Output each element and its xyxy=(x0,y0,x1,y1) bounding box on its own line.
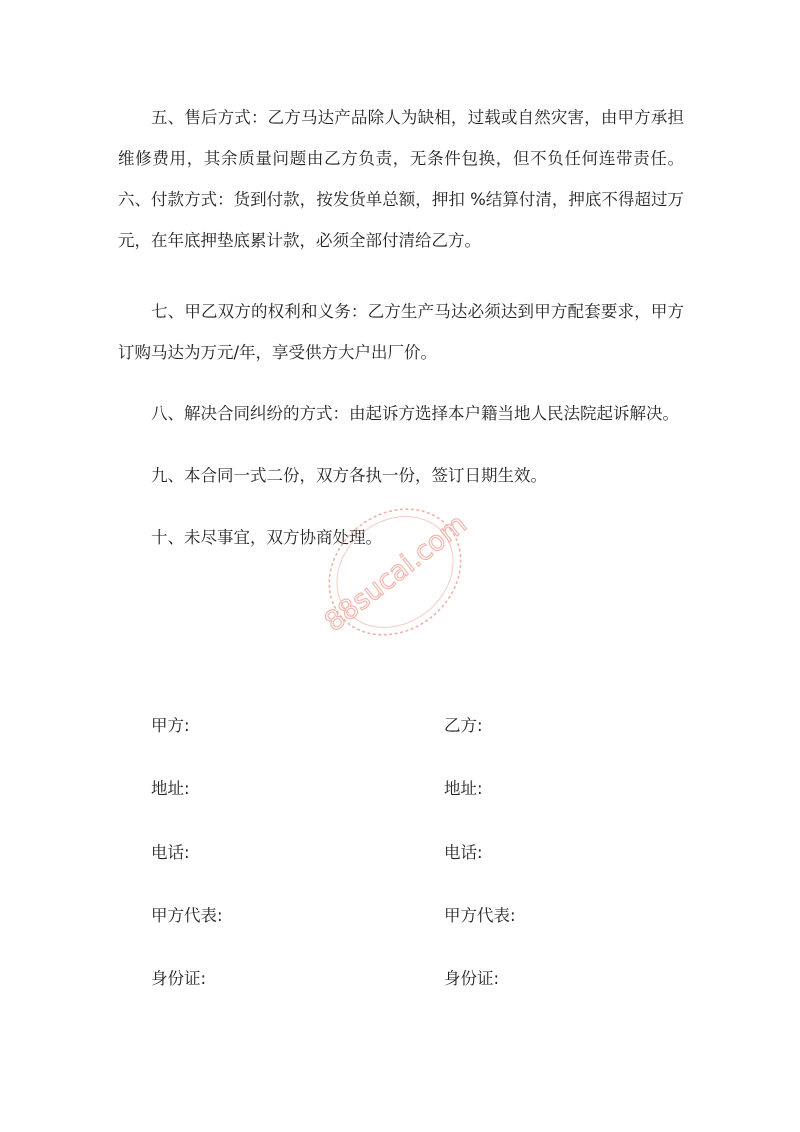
clause-copies: 九、本合同一式二份，双方各执一份，签订日期生效。 xyxy=(151,466,547,485)
party-a-id-card-label: 身份证: xyxy=(151,969,207,988)
party-a-label: 甲方: xyxy=(151,716,190,735)
party-a-representative-label: 甲方代表: xyxy=(151,906,223,925)
party-b-phone-label: 电话: xyxy=(444,843,483,862)
party-a-address-label: 地址: xyxy=(151,779,190,798)
clause-after-sales-and-payment: 五、售后方式：乙方马达产品除人为缺相，过载或自然灾害，由甲方承担维修费用，其余质量问题由乙方负责，无条件包换，但不负任何连带责任。六、付款方式：货到付款，按发货单总额，押扣 %结算付清，押底不得超过万元，在年底押垫底累计款，必须全部付清给乙方。 xyxy=(118,108,684,250)
clause-dispute-resolution: 八、解决合同纠纷的方式：由起诉方选择本户籍当地人民法院起诉解决。 xyxy=(151,404,679,423)
clause-rights-and-obligations: 七、甲乙双方的权利和义务：乙方生产马达必须达到甲方配套要求，甲方订购马达为万元/年，享受供方大户出厂价。 xyxy=(118,302,684,362)
party-a-phone-label: 电话: xyxy=(151,843,190,862)
party-b-representative-label: 甲方代表: xyxy=(444,906,516,925)
party-b-label: 乙方: xyxy=(444,716,483,735)
party-b-id-card-label: 身份证: xyxy=(444,969,500,988)
party-b-address-label: 地址: xyxy=(444,779,483,798)
watermark-text: 88sucai.com xyxy=(320,508,470,638)
clause-other-matters: 十、未尽事宜，双方协商处理。 xyxy=(151,528,382,547)
